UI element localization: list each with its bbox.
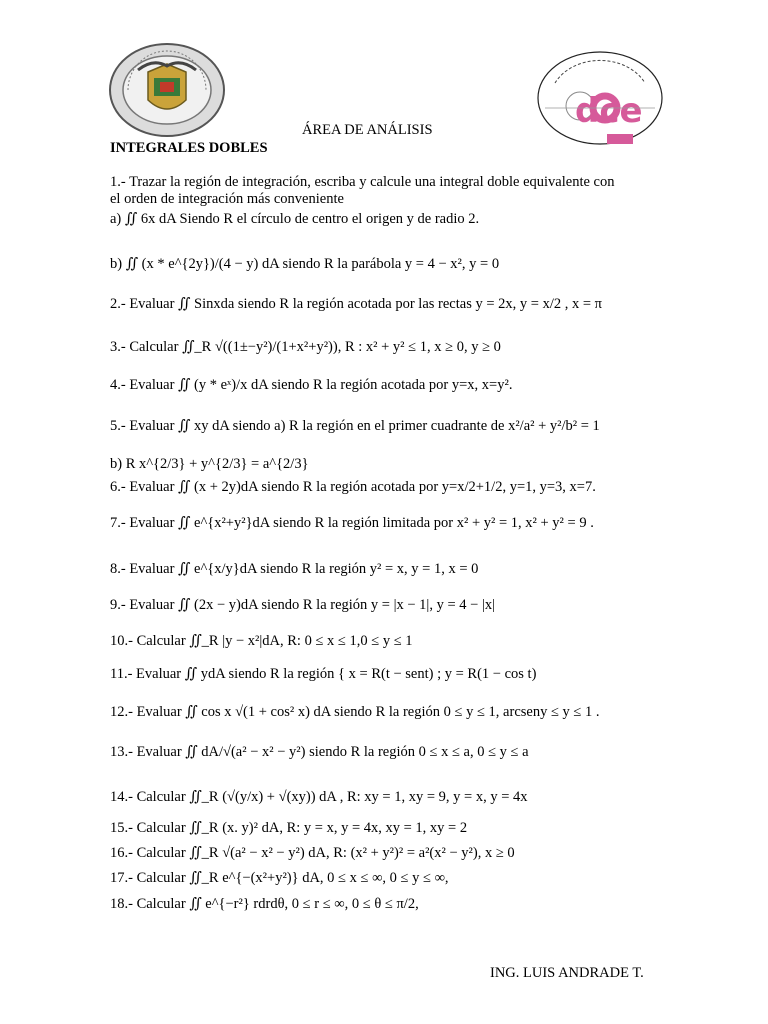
problem-12: 12.- Evaluar ∬ cos x √(1 + cos² x) dA siendo R la región 0 ≤ y ≤ 1, arcseny ≤ y ≤ 1 .	[110, 704, 600, 720]
problem-5b: b) R x^{2/3} + y^{2/3} = a^{2/3}	[110, 456, 309, 472]
area-title: ÁREA DE ANÁLISIS	[302, 122, 433, 138]
problem-18: 18.- Calcular ∬ e^{−r²} rdrdθ, 0 ≤ r ≤ ∞, 0 ≤ θ ≤ π/2,	[110, 896, 419, 912]
problem-9: 9.- Evaluar ∬ (2x − y)dA siendo R la región y = |x − 1|, y = 4 − |x|	[110, 597, 496, 613]
problem-11: 11.- Evaluar ∬ ydA siendo R la región { x = R(t − sent) ; y = R(1 − cos t)	[110, 666, 537, 682]
problem-5: 5.- Evaluar ∬ xy dA siendo a) R la región en el primer cuadrante de x²/a² + y²/b² = 1	[110, 418, 600, 434]
svg-text:dce: dce	[575, 91, 643, 131]
problem-1-cont: el orden de integración más conveniente	[110, 191, 344, 207]
topic-title: INTEGRALES DOBLES	[110, 140, 268, 156]
problem-3: 3.- Calcular ∬_R √((1±−y²)/(1+x²+y²)), R : x² + y² ≤ 1, x ≥ 0, y ≥ 0	[110, 339, 501, 355]
problem-16: 16.- Calcular ∬_R √(a² − x² − y²) dA, R: (x² + y²)² = a²(x² − y²), x ≥ 0	[110, 845, 515, 861]
problem-17: 17.- Calcular ∬_R e^{−(x²+y²)} dA, 0 ≤ x ≤ ∞, 0 ≤ y ≤ ∞,	[110, 870, 449, 886]
problem-8: 8.- Evaluar ∬ e^{x/y}dA siendo R la región y² = x, y = 1, x = 0	[110, 561, 479, 577]
problem-1: 1.- Trazar la región de integración, escriba y calcule una integral doble equivalente con	[110, 174, 615, 190]
problem-4: 4.- Evaluar ∬ (y * eˣ)/x dA siendo R la región acotada por y=x, x=y².	[110, 377, 513, 393]
problem-1b: b) ∬ (x * e^{2y})/(4 − y) dA siendo R la parábola y = 4 − x², y = 0	[110, 256, 500, 272]
problem-13: 13.- Evaluar ∬ dA/√(a² − x² − y²) siendo R la región 0 ≤ x ≤ a, 0 ≤ y ≤ a	[110, 744, 529, 760]
problem-1a: a) ∬ 6x dA Siendo R el círculo de centro el origen y de radio 2.	[110, 211, 480, 227]
author-signature: ING. LUIS ANDRADE T.	[490, 965, 644, 981]
problem-6: 6.- Evaluar ∬ (x + 2y)dA siendo R la región acotada por y=x/2+1/2, y=1, y=3, x=7.	[110, 479, 596, 495]
espe-seal-logo	[108, 42, 226, 138]
problem-2: 2.- Evaluar ∬ Sinxda siendo R la región acotada por las rectas y = 2x, y = x/2 , x = π	[110, 296, 602, 312]
problem-15: 15.- Calcular ∬_R (x. y)² dA, R: y = x, y = 4x, xy = 1, xy = 2	[110, 820, 468, 836]
problem-10: 10.- Calcular ∬_R |y − x²|dA, R: 0 ≤ x ≤ 1,0 ≤ y ≤ 1	[110, 633, 413, 649]
problem-14: 14.- Calcular ∬_R (√(y/x) + √(xy)) dA , R: xy = 1, xy = 9, y = x, y = 4x	[110, 789, 528, 805]
dce-department-logo	[535, 48, 665, 148]
problem-7: 7.- Evaluar ∬ e^{x²+y²}dA siendo R la región limitada por x² + y² = 1, x² + y² = 9 .	[110, 515, 594, 531]
